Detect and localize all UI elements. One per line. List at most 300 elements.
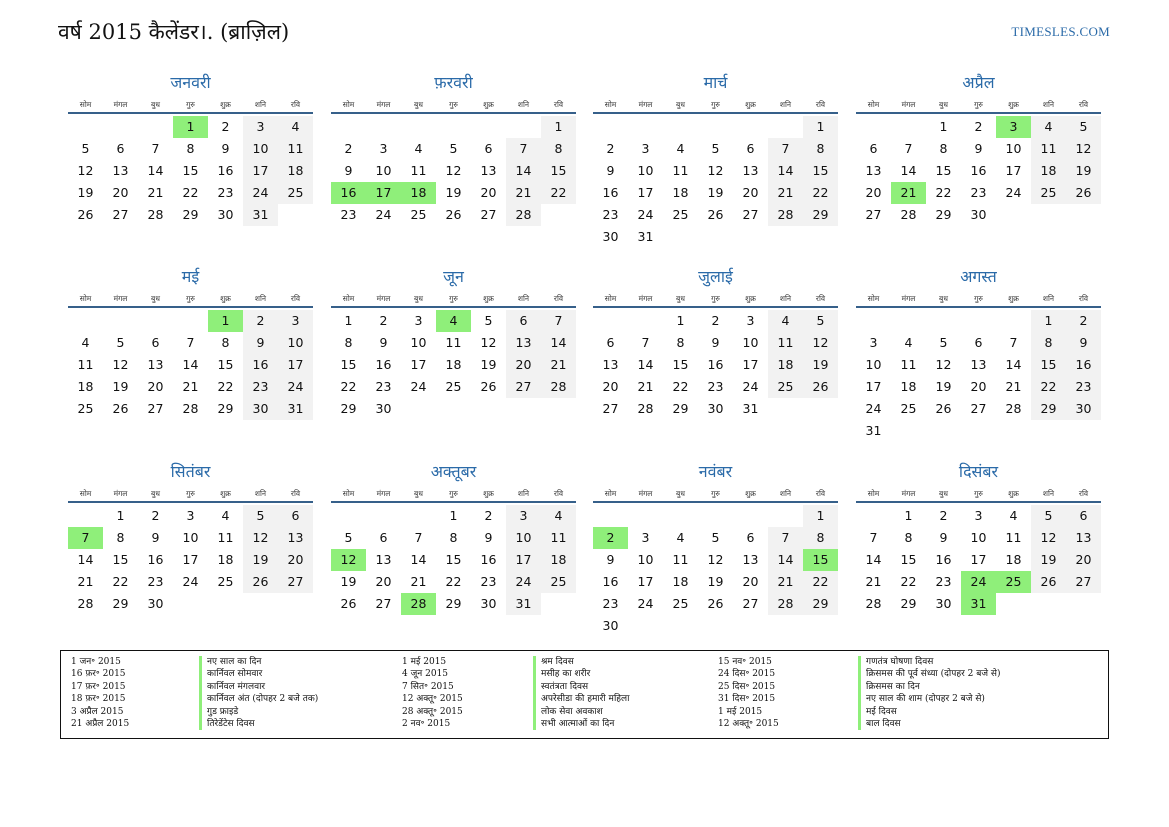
day-cell[interactable]: 29 [182,207,199,222]
day-cell[interactable]: 26 [340,596,357,611]
day-cell[interactable]: 21 [865,574,882,589]
holiday-day-cell[interactable]: 12 [331,549,366,571]
day-cell[interactable]: 19 [77,185,94,200]
day-cell[interactable]: 27 [278,571,313,593]
day-cell[interactable]: 13 [480,163,497,178]
holiday-day-cell[interactable]: 24 [961,571,996,593]
day-cell[interactable]: 26 [480,379,497,394]
day-cell[interactable]: 12 [243,527,278,549]
holiday-day-cell[interactable]: 28 [401,593,436,615]
day-cell[interactable]: 20 [742,574,759,589]
day-cell[interactable]: 4 [676,530,685,545]
day-cell[interactable]: 19 [803,354,838,376]
day-cell[interactable]: 7 [414,530,423,545]
day-cell[interactable]: 7 [541,310,576,332]
day-cell[interactable]: 14 [865,552,882,567]
day-cell[interactable]: 4 [221,508,230,523]
day-cell[interactable]: 15 [182,163,199,178]
day-cell[interactable]: 15 [217,357,234,372]
day-cell[interactable]: 22 [900,574,917,589]
day-cell[interactable]: 7 [904,141,913,156]
day-cell[interactable]: 16 [217,163,234,178]
day-cell[interactable]: 8 [541,138,576,160]
day-cell[interactable]: 27 [742,596,759,611]
day-cell[interactable]: 9 [974,141,983,156]
day-cell[interactable]: 21 [768,182,803,204]
day-cell[interactable]: 20 [865,185,882,200]
day-cell[interactable]: 31 [637,229,654,244]
day-cell[interactable]: 30 [147,596,164,611]
day-cell[interactable]: 28 [506,204,541,226]
day-cell[interactable]: 9 [1066,332,1101,354]
day-cell[interactable]: 13 [970,357,987,372]
day-cell[interactable]: 13 [506,332,541,354]
day-cell[interactable]: 22 [803,182,838,204]
day-cell[interactable]: 16 [602,185,619,200]
day-cell[interactable]: 27 [602,401,619,416]
day-cell[interactable]: 25 [1031,182,1066,204]
day-cell[interactable]: 29 [112,596,129,611]
day-cell[interactable]: 14 [182,357,199,372]
day-cell[interactable]: 23 [1066,376,1101,398]
day-cell[interactable]: 10 [278,332,313,354]
day-cell[interactable]: 10 [182,530,199,545]
day-cell[interactable]: 10 [375,163,392,178]
day-cell[interactable]: 14 [77,552,94,567]
day-cell[interactable]: 31 [865,423,882,438]
day-cell[interactable]: 23 [970,185,987,200]
day-cell[interactable]: 14 [768,160,803,182]
day-cell[interactable]: 25 [541,571,576,593]
day-cell[interactable]: 10 [506,527,541,549]
day-cell[interactable]: 30 [602,618,619,633]
day-cell[interactable]: 18 [768,354,803,376]
day-cell[interactable]: 6 [506,310,541,332]
day-cell[interactable]: 16 [602,574,619,589]
day-cell[interactable]: 22 [445,574,462,589]
day-cell[interactable]: 1 [344,313,353,328]
day-cell[interactable]: 13 [602,357,619,372]
day-cell[interactable]: 8 [676,335,685,350]
day-cell[interactable]: 1 [541,116,576,138]
day-cell[interactable]: 17 [970,552,987,567]
day-cell[interactable]: 16 [935,552,952,567]
day-cell[interactable]: 29 [803,204,838,226]
day-cell[interactable]: 7 [186,335,195,350]
day-cell[interactable]: 9 [606,552,615,567]
day-cell[interactable]: 9 [939,530,948,545]
day-cell[interactable]: 15 [541,160,576,182]
day-cell[interactable]: 8 [344,335,353,350]
day-cell[interactable]: 21 [506,182,541,204]
day-cell[interactable]: 4 [768,310,803,332]
day-cell[interactable]: 10 [410,335,427,350]
day-cell[interactable]: 30 [480,596,497,611]
day-cell[interactable]: 22 [182,185,199,200]
day-cell[interactable]: 16 [375,357,392,372]
day-cell[interactable]: 1 [116,508,125,523]
day-cell[interactable]: 6 [116,141,125,156]
holiday-day-cell[interactable]: 3 [996,116,1031,138]
day-cell[interactable]: 26 [243,571,278,593]
day-cell[interactable]: 13 [147,357,164,372]
day-cell[interactable]: 15 [672,357,689,372]
day-cell[interactable]: 24 [506,571,541,593]
day-cell[interactable]: 27 [742,207,759,222]
day-cell[interactable]: 28 [637,401,654,416]
day-cell[interactable]: 2 [1066,310,1101,332]
day-cell[interactable]: 20 [147,379,164,394]
day-cell[interactable]: 19 [480,357,497,372]
day-cell[interactable]: 17 [410,357,427,372]
day-cell[interactable]: 7 [768,527,803,549]
day-cell[interactable]: 15 [900,552,917,567]
day-cell[interactable]: 15 [340,357,357,372]
day-cell[interactable]: 19 [1031,549,1066,571]
day-cell[interactable]: 14 [147,163,164,178]
day-cell[interactable]: 23 [340,207,357,222]
holiday-day-cell[interactable]: 31 [961,593,996,615]
day-cell[interactable]: 21 [147,185,164,200]
day-cell[interactable]: 30 [217,207,234,222]
day-cell[interactable]: 26 [112,401,129,416]
site-link[interactable]: TIMESLES.COM [1011,24,1110,39]
holiday-day-cell[interactable]: 4 [436,310,471,332]
day-cell[interactable]: 4 [676,141,685,156]
day-cell[interactable]: 3 [974,508,983,523]
day-cell[interactable]: 18 [672,185,689,200]
day-cell[interactable]: 12 [445,163,462,178]
day-cell[interactable]: 5 [243,505,278,527]
day-cell[interactable]: 7 [768,138,803,160]
day-cell[interactable]: 16 [243,354,278,376]
day-cell[interactable]: 26 [445,207,462,222]
day-cell[interactable]: 5 [449,141,458,156]
day-cell[interactable]: 5 [803,310,838,332]
day-cell[interactable]: 11 [1005,530,1022,545]
day-cell[interactable]: 5 [81,141,90,156]
day-cell[interactable]: 3 [186,508,195,523]
day-cell[interactable]: 10 [1005,141,1022,156]
day-cell[interactable]: 5 [1066,116,1101,138]
day-cell[interactable]: 1 [676,313,685,328]
day-cell[interactable]: 11 [672,163,689,178]
day-cell[interactable]: 22 [217,379,234,394]
day-cell[interactable]: 5 [484,313,493,328]
day-cell[interactable]: 15 [803,160,838,182]
day-cell[interactable]: 19 [935,379,952,394]
day-cell[interactable]: 14 [506,160,541,182]
day-cell[interactable]: 29 [900,596,917,611]
day-cell[interactable]: 11 [541,527,576,549]
day-cell[interactable]: 5 [1031,505,1066,527]
day-cell[interactable]: 14 [410,552,427,567]
day-cell[interactable]: 27 [865,207,882,222]
day-cell[interactable]: 29 [445,596,462,611]
day-cell[interactable]: 4 [904,335,913,350]
day-cell[interactable]: 22 [672,379,689,394]
day-cell[interactable]: 11 [1031,138,1066,160]
day-cell[interactable]: 9 [151,530,160,545]
day-cell[interactable]: 20 [112,185,129,200]
day-cell[interactable]: 15 [112,552,129,567]
day-cell[interactable]: 24 [1005,185,1022,200]
day-cell[interactable]: 2 [939,508,948,523]
day-cell[interactable]: 18 [541,549,576,571]
day-cell[interactable]: 24 [182,574,199,589]
day-cell[interactable]: 8 [904,530,913,545]
day-cell[interactable]: 26 [707,207,724,222]
day-cell[interactable]: 4 [1031,116,1066,138]
day-cell[interactable]: 23 [602,596,619,611]
day-cell[interactable]: 14 [637,357,654,372]
day-cell[interactable]: 2 [974,119,983,134]
day-cell[interactable]: 22 [112,574,129,589]
day-cell[interactable]: 26 [935,401,952,416]
day-cell[interactable]: 23 [480,574,497,589]
day-cell[interactable]: 12 [803,332,838,354]
day-cell[interactable]: 22 [340,379,357,394]
day-cell[interactable]: 22 [935,185,952,200]
day-cell[interactable]: 27 [1066,571,1101,593]
day-cell[interactable]: 23 [375,379,392,394]
day-cell[interactable]: 12 [935,357,952,372]
day-cell[interactable]: 19 [1066,160,1101,182]
day-cell[interactable]: 3 [641,530,650,545]
day-cell[interactable]: 18 [77,379,94,394]
day-cell[interactable]: 2 [606,141,615,156]
day-cell[interactable]: 26 [1031,571,1066,593]
day-cell[interactable]: 11 [768,332,803,354]
holiday-day-cell[interactable]: 21 [891,182,926,204]
day-cell[interactable]: 9 [344,163,353,178]
day-cell[interactable]: 5 [344,530,353,545]
day-cell[interactable]: 7 [869,530,878,545]
day-cell[interactable]: 29 [217,401,234,416]
day-cell[interactable]: 27 [480,207,497,222]
day-cell[interactable]: 24 [637,207,654,222]
day-cell[interactable]: 1 [449,508,458,523]
day-cell[interactable]: 23 [707,379,724,394]
day-cell[interactable]: 18 [672,574,689,589]
day-cell[interactable]: 20 [278,549,313,571]
day-cell[interactable]: 21 [541,354,576,376]
day-cell[interactable]: 24 [865,401,882,416]
day-cell[interactable]: 17 [742,357,759,372]
day-cell[interactable]: 2 [243,310,278,332]
day-cell[interactable]: 6 [151,335,160,350]
day-cell[interactable]: 1 [803,116,838,138]
day-cell[interactable]: 26 [803,376,838,398]
day-cell[interactable]: 6 [974,335,983,350]
day-cell[interactable]: 6 [869,141,878,156]
day-cell[interactable]: 5 [939,335,948,350]
day-cell[interactable]: 19 [340,574,357,589]
holiday-day-cell[interactable]: 1 [173,116,208,138]
day-cell[interactable]: 26 [707,596,724,611]
day-cell[interactable]: 24 [742,379,759,394]
day-cell[interactable]: 13 [865,163,882,178]
day-cell[interactable]: 8 [221,335,230,350]
day-cell[interactable]: 11 [445,335,462,350]
day-cell[interactable]: 3 [641,141,650,156]
day-cell[interactable]: 20 [375,574,392,589]
day-cell[interactable]: 31 [742,401,759,416]
day-cell[interactable]: 14 [768,549,803,571]
day-cell[interactable]: 29 [803,593,838,615]
day-cell[interactable]: 7 [506,138,541,160]
day-cell[interactable]: 1 [1031,310,1066,332]
day-cell[interactable]: 19 [445,185,462,200]
day-cell[interactable]: 6 [278,505,313,527]
day-cell[interactable]: 15 [1031,354,1066,376]
day-cell[interactable]: 3 [414,313,423,328]
day-cell[interactable]: 4 [541,505,576,527]
day-cell[interactable]: 13 [112,163,129,178]
day-cell[interactable]: 29 [935,207,952,222]
day-cell[interactable]: 4 [278,116,313,138]
day-cell[interactable]: 17 [506,549,541,571]
day-cell[interactable]: 28 [147,207,164,222]
holiday-day-cell[interactable]: 17 [366,182,401,204]
day-cell[interactable]: 9 [243,332,278,354]
day-cell[interactable]: 29 [1031,398,1066,420]
day-cell[interactable]: 22 [541,182,576,204]
day-cell[interactable]: 21 [637,379,654,394]
day-cell[interactable]: 2 [344,141,353,156]
holiday-day-cell[interactable]: 16 [331,182,366,204]
day-cell[interactable]: 12 [112,357,129,372]
day-cell[interactable]: 11 [77,357,94,372]
day-cell[interactable]: 27 [970,401,987,416]
day-cell[interactable]: 9 [379,335,388,350]
day-cell[interactable]: 18 [1005,552,1022,567]
day-cell[interactable]: 23 [243,376,278,398]
day-cell[interactable]: 8 [186,141,195,156]
day-cell[interactable]: 23 [602,207,619,222]
day-cell[interactable]: 28 [768,593,803,615]
day-cell[interactable]: 25 [278,182,313,204]
day-cell[interactable]: 28 [1005,401,1022,416]
day-cell[interactable]: 12 [1031,527,1066,549]
day-cell[interactable]: 6 [746,530,755,545]
day-cell[interactable]: 28 [900,207,917,222]
day-cell[interactable]: 12 [707,163,724,178]
day-cell[interactable]: 3 [746,313,755,328]
day-cell[interactable]: 19 [707,185,724,200]
day-cell[interactable]: 10 [865,357,882,372]
day-cell[interactable]: 21 [77,574,94,589]
holiday-day-cell[interactable]: 25 [996,571,1031,593]
day-cell[interactable]: 10 [243,138,278,160]
day-cell[interactable]: 12 [480,335,497,350]
day-cell[interactable]: 9 [711,335,720,350]
day-cell[interactable]: 14 [541,332,576,354]
day-cell[interactable]: 30 [707,401,724,416]
day-cell[interactable]: 8 [116,530,125,545]
day-cell[interactable]: 9 [606,163,615,178]
day-cell[interactable]: 28 [865,596,882,611]
day-cell[interactable]: 24 [278,376,313,398]
day-cell[interactable]: 11 [672,552,689,567]
day-cell[interactable]: 25 [445,379,462,394]
day-cell[interactable]: 31 [506,593,541,615]
day-cell[interactable]: 20 [480,185,497,200]
day-cell[interactable]: 25 [672,207,689,222]
day-cell[interactable]: 1 [803,505,838,527]
day-cell[interactable]: 28 [541,376,576,398]
day-cell[interactable]: 10 [970,530,987,545]
day-cell[interactable]: 15 [935,163,952,178]
day-cell[interactable]: 3 [506,505,541,527]
day-cell[interactable]: 8 [939,141,948,156]
day-cell[interactable]: 30 [970,207,987,222]
day-cell[interactable]: 24 [375,207,392,222]
day-cell[interactable]: 20 [742,185,759,200]
holiday-day-cell[interactable]: 1 [208,310,243,332]
day-cell[interactable]: 7 [641,335,650,350]
day-cell[interactable]: 17 [278,354,313,376]
day-cell[interactable]: 12 [77,163,94,178]
day-cell[interactable]: 4 [81,335,90,350]
day-cell[interactable]: 20 [602,379,619,394]
day-cell[interactable]: 4 [414,141,423,156]
day-cell[interactable]: 24 [243,182,278,204]
day-cell[interactable]: 17 [865,379,882,394]
day-cell[interactable]: 21 [182,379,199,394]
day-cell[interactable]: 2 [484,508,493,523]
day-cell[interactable]: 13 [375,552,392,567]
day-cell[interactable]: 2 [711,313,720,328]
day-cell[interactable]: 16 [970,163,987,178]
day-cell[interactable]: 19 [112,379,129,394]
day-cell[interactable]: 8 [803,138,838,160]
day-cell[interactable]: 17 [637,574,654,589]
day-cell[interactable]: 25 [900,401,917,416]
day-cell[interactable]: 2 [221,119,230,134]
day-cell[interactable]: 5 [711,141,720,156]
day-cell[interactable]: 13 [1066,527,1101,549]
day-cell[interactable]: 9 [484,530,493,545]
day-cell[interactable]: 14 [900,163,917,178]
day-cell[interactable]: 21 [1005,379,1022,394]
day-cell[interactable]: 13 [742,552,759,567]
day-cell[interactable]: 13 [278,527,313,549]
day-cell[interactable]: 1 [939,119,948,134]
day-cell[interactable]: 14 [1005,357,1022,372]
day-cell[interactable]: 30 [1066,398,1101,420]
day-cell[interactable]: 3 [278,310,313,332]
day-cell[interactable]: 25 [672,596,689,611]
day-cell[interactable]: 6 [379,530,388,545]
day-cell[interactable]: 6 [606,335,615,350]
day-cell[interactable]: 8 [449,530,458,545]
day-cell[interactable]: 10 [742,335,759,350]
day-cell[interactable]: 3 [243,116,278,138]
day-cell[interactable]: 10 [637,163,654,178]
day-cell[interactable]: 22 [803,571,838,593]
day-cell[interactable]: 23 [217,185,234,200]
day-cell[interactable]: 25 [768,376,803,398]
day-cell[interactable]: 30 [375,401,392,416]
day-cell[interactable]: 30 [602,229,619,244]
day-cell[interactable]: 30 [935,596,952,611]
day-cell[interactable]: 25 [410,207,427,222]
day-cell[interactable]: 18 [278,160,313,182]
day-cell[interactable]: 15 [445,552,462,567]
day-cell[interactable]: 10 [637,552,654,567]
day-cell[interactable]: 12 [1066,138,1101,160]
